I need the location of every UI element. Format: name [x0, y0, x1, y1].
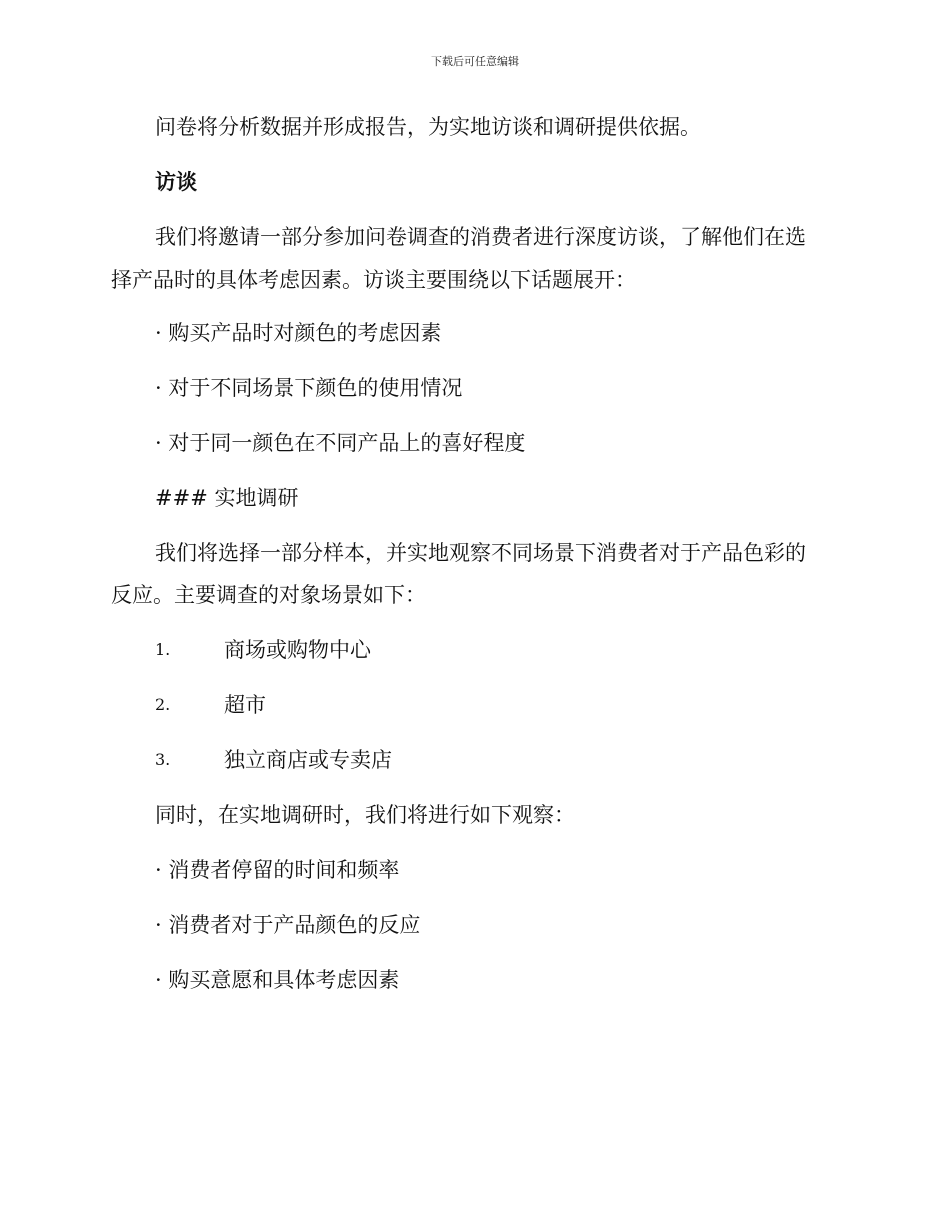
list-number: 2. [155, 695, 171, 714]
heading-interview: 访谈 [155, 169, 197, 194]
paragraph-interview-line-1: 我们将邀请一部分参加问卷调查的消费者进行深度访谈，了解他们在选 [155, 225, 806, 249]
paragraph-field-line-1: 我们将选择一部分样本，并实地观察不同场景下消费者对于产品色彩的 [155, 541, 806, 565]
bullet-item: · 消费者停留的时间和频率 [155, 858, 400, 882]
bullet-item: · 对于不同场景下颜色的使用情况 [155, 376, 463, 400]
paragraph-report: 问卷将分析数据并形成报告，为实地访谈和调研提供依据。 [155, 115, 701, 139]
list-item: 独立商店或专卖店 [224, 748, 392, 772]
bullet-item: · 对于同一颜色在不同产品上的喜好程度 [155, 431, 526, 455]
list-item: 商场或购物中心 [224, 638, 371, 662]
bullet-item: · 购买意愿和具体考虑因素 [155, 968, 400, 992]
paragraph-field-line-2: 反应。主要调查的对象场景如下： [111, 583, 426, 607]
list-number: 3. [155, 750, 171, 769]
paragraph-interview-line-2: 择产品时的具体考虑因素。访谈主要围绕以下话题展开： [111, 268, 636, 292]
page-header: 下载后可任意编辑 [431, 55, 519, 68]
paragraph-observation: 同时，在实地调研时，我们将进行如下观察： [155, 803, 575, 827]
bullet-item: · 消费者对于产品颜色的反应 [155, 913, 421, 937]
bullet-item: · 购买产品时对颜色的考虑因素 [155, 321, 442, 345]
list-item: 超市 [224, 693, 266, 717]
heading-field-research: ### 实地调研 [155, 486, 299, 510]
list-number: 1. [155, 640, 171, 659]
